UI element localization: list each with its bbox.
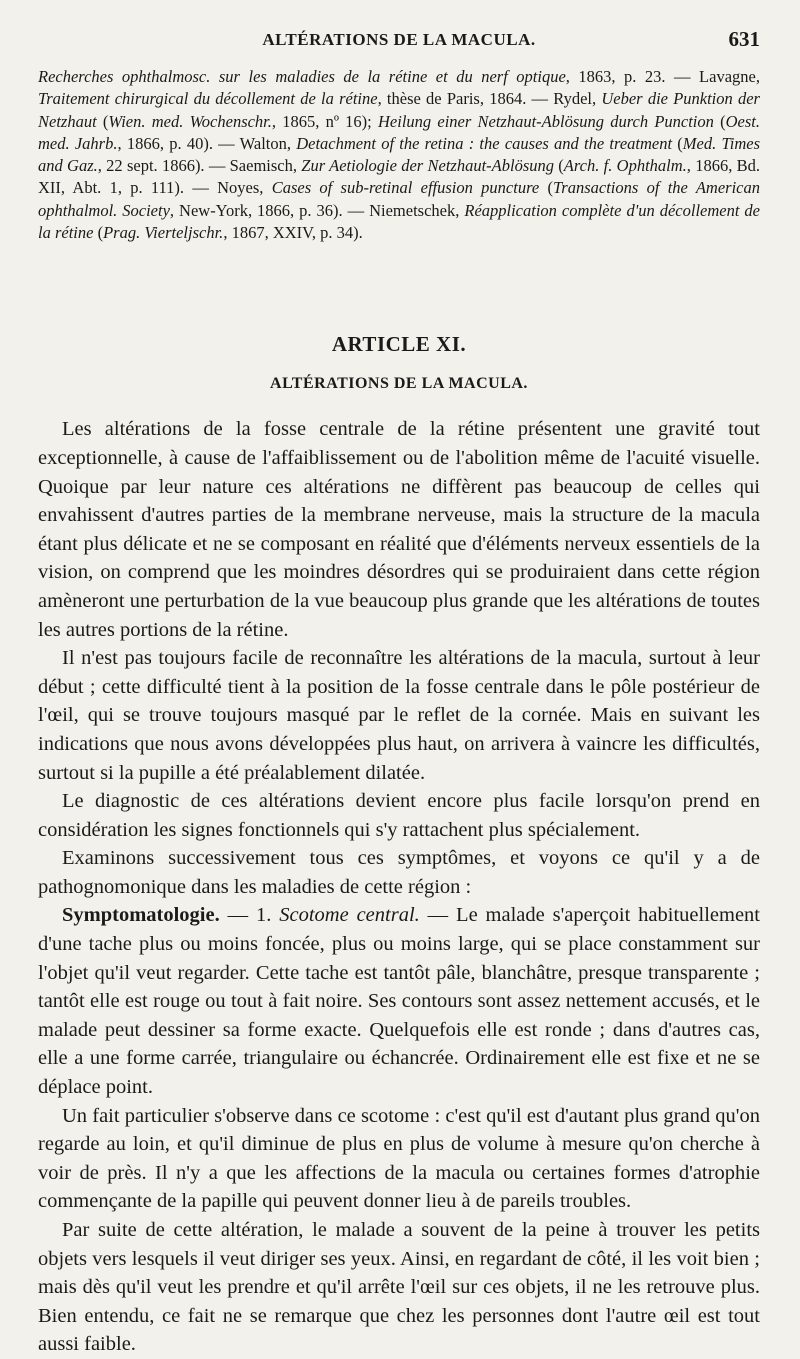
reference-journal: Transactions of the American ophthalmol. Society xyxy=(38,178,760,220)
reference-journal: Med. Times and Gaz. xyxy=(38,133,760,176)
body-paragraph: Il n'est pas toujours facile de reconnaître les altérations de la macula, surtout à leur début ; cette difficulté tient à la position de la fosse centrale dans le pôle postérieur de l'œil, qui se trouve toujours masqué par le reflet de la cornée. Mais en suivant les indications que nous avons développées plus haut, on arrivera à vaincre les difficultés, surtout si la pupille a été préalablement dilatée. xyxy=(38,647,760,784)
reference-text: ( xyxy=(713,111,726,131)
body-paragraph-symptomatology xyxy=(38,901,760,1101)
reference-title: Zur Aetiologie der Netzhaut-Ablösung xyxy=(301,156,554,176)
section-number: — 1. xyxy=(219,904,280,927)
reference-title: Ueber die Punktion der Netzhaut xyxy=(38,89,760,131)
reference-title: Heilung einer Netzhaut-Ablösung durch Punction xyxy=(378,111,714,131)
reference-paragraph xyxy=(38,66,760,244)
reference-text: ( xyxy=(93,223,104,243)
reference-journal: Oest. med. Jahrb. xyxy=(38,111,760,153)
reference-text: , 1863, p. 23. — Lavagne, xyxy=(565,67,760,86)
reference-text: , 1865, nº 16); xyxy=(271,111,378,131)
reference-text: , 22 sept. 1866). — Saemisch, xyxy=(97,156,302,176)
reference-journal: Prag. Vierteljschr. xyxy=(103,223,224,243)
reference-title: Detachment of the retina : the causes and the treatment xyxy=(296,133,673,153)
reference-text: , 1867, XXIV, p. 34). xyxy=(223,223,363,243)
bibliography-references xyxy=(38,66,760,244)
body-paragraph: Les altérations de la fosse centrale de la rétine présentent une gravité tout exceptionnelle, à cause de l'affaiblissement ou de l'abolition même de l'acuité visuelle. Quoique par leur nature ces altérations ne diffèrent pas beaucoup de celles qui envahissent d'autres parties de la membrane nerveuse, mais la structure de la macula étant plus délicate et ne se composant en réalité que d'éléments nerveux essentiels de la vision, on comprend que les moindres désordres qui se produiraient dans cette région amèneront une perturbation de la vue beaucoup plus grande que les altérations de toutes les autres portions de la rétine. xyxy=(38,418,760,641)
body-paragraph: Examinons successivement tous ces symptômes, et voyons ce qu'il y a de pathognomonique dans les maladies de cette région : xyxy=(38,847,760,898)
reference-text: , New-York, 1866, p. 36). — Niemetschek, xyxy=(169,200,465,220)
reference-text: ( xyxy=(96,111,109,131)
section-title: Symptomatologie. xyxy=(62,904,220,927)
running-header xyxy=(38,0,760,52)
reference-text: , 1866, Bd. XII, Abt. 1, p. 111). — Noyes, xyxy=(38,156,760,198)
reference-journal: Wien. med. Wochenschr. xyxy=(108,111,272,131)
reference-text: ( xyxy=(672,133,683,153)
paragraph-text: — Le malade s'aperçoit habituellement d'une tache plus ou moins foncée, plus ou moins large, qui se place constamment sur l'objet qu'il veut regarder. Cette tache est tantôt pâle, blanchâtre, presque transparente ; tantôt elle est rouge ou tout à fait noire. Ses contours sont assez nettement accusés, et le malade peut dessiner sa forme exacte. Quelquefois elle est ronde ; dans d'autres cas, elle a une forme carrée, triangulaire ou échancrée. Ordinairement elle est fixe et ne se déplace point. xyxy=(38,904,760,1099)
reference-title: Réapplication complète d'un décollement de la rétine xyxy=(38,200,760,243)
page-number: 631 xyxy=(728,27,760,51)
reference-text: ( xyxy=(554,156,564,176)
reference-text: , thèse de Paris, 1864. — Rydel, xyxy=(377,89,602,109)
article-body xyxy=(38,415,760,1359)
body-paragraph: Un fait particulier s'observe dans ce scotome : c'est qu'il est d'autant plus grand qu'on regarde au loin, et qu'il diminue de plus en plus de volume à mesure qu'on cherche à voir de près. Il n'y a que les affections de la macula ou certaines formes d'atrophie commençante de la papille qui peuvent donner lieu à de pareils troubles. xyxy=(38,1104,760,1213)
article-subheading: ALTÉRATIONS DE LA MACULA. xyxy=(270,375,528,393)
running-title: ALTÉRATIONS DE LA MACULA. xyxy=(262,30,536,49)
reference-journal: Arch. f. Ophthalm. xyxy=(563,156,687,176)
reference-title: Traitement chirurgical du décollement de la rétine xyxy=(38,89,378,109)
reference-text: , 1866, p. 40). — Walton, xyxy=(117,133,297,153)
reference-title: Cases of sub-retinal effusion puncture xyxy=(271,178,540,198)
subsection-title: Scotome central. xyxy=(279,904,420,927)
body-paragraph: Par suite de cette altération, le malade a souvent de la peine à trouver les petits objets vers lesquels il veut diriger ses yeux. Ainsi, en regardant de côté, il les voit bien ; mais dès qu'il veut les prendre et qu'il arrête l'œil sur ces objets, il ne les retrouve plus. Bien entendu, ce fait ne se remarque que chez les personnes dont l'autre œil est tout aussi faible. xyxy=(38,1219,760,1356)
reference-text: ( xyxy=(539,178,554,198)
reference-title: Recherches ophthalmosc. sur les maladies de la rétine et du nerf optique xyxy=(38,67,566,86)
article-heading: ARTICLE XI. xyxy=(331,332,467,357)
body-paragraph: Le diagnostic de ces altérations devient encore plus facile lorsqu'on prend en considération les signes fonctionnels qui s'y rattachent plus spécialement. xyxy=(38,790,760,841)
